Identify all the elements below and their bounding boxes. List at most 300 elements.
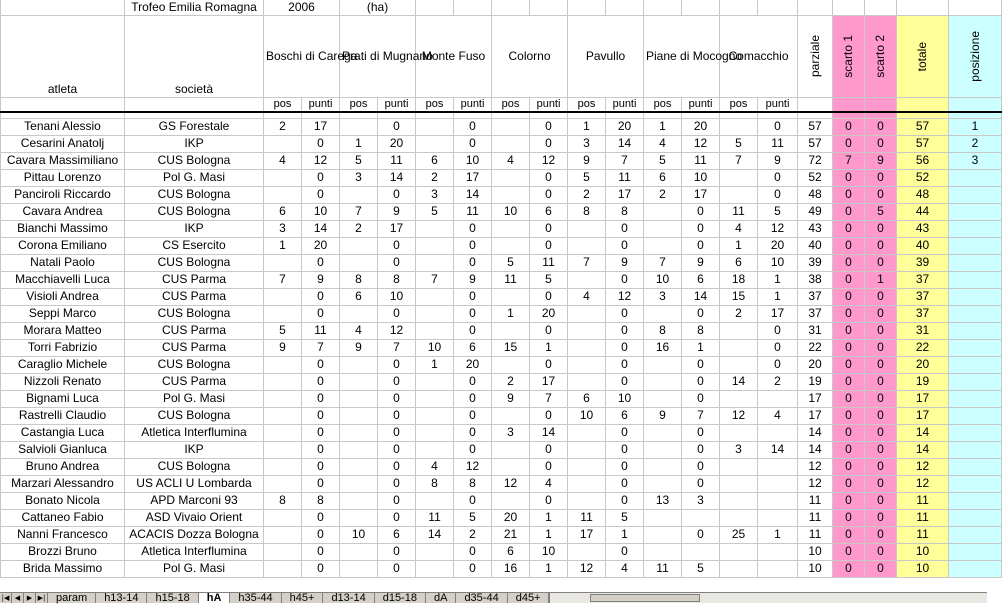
cell-pos[interactable]: 7 xyxy=(264,271,302,288)
cell-partial[interactable]: 57 xyxy=(798,118,833,135)
header-partial[interactable] xyxy=(798,16,833,98)
cell-pos[interactable]: 6 xyxy=(340,288,378,305)
cell-partial[interactable]: 11 xyxy=(798,492,833,509)
cell-points[interactable] xyxy=(758,424,798,441)
cell-total[interactable]: 11 xyxy=(897,526,949,543)
cell-discard-1[interactable]: 0 xyxy=(833,135,865,152)
cell-total[interactable]: 44 xyxy=(897,203,949,220)
cell-discard-1[interactable]: 0 xyxy=(833,475,865,492)
cell-pos[interactable] xyxy=(568,492,606,509)
cell-points[interactable]: 20 xyxy=(454,356,492,373)
cell-pos[interactable]: 21 xyxy=(492,526,530,543)
cell-pos[interactable]: 4 xyxy=(492,152,530,169)
cell-pos[interactable]: 7 xyxy=(340,203,378,220)
athlete-club[interactable]: CS Esercito xyxy=(125,237,264,254)
cell-empty[interactable] xyxy=(530,0,568,16)
cell-discard-2[interactable]: 0 xyxy=(865,339,897,356)
cell-pos[interactable] xyxy=(492,322,530,339)
cell-discard-1[interactable]: 0 xyxy=(833,271,865,288)
cell-points[interactable]: 17 xyxy=(378,220,416,237)
cell-pos[interactable]: 2 xyxy=(492,373,530,390)
cell-points[interactable]: 0 xyxy=(606,475,644,492)
cell-empty[interactable] xyxy=(682,0,720,16)
cell-pos[interactable] xyxy=(644,424,682,441)
cell-points[interactable]: 0 xyxy=(682,390,720,407)
cell-points[interactable]: 12 xyxy=(530,152,568,169)
cell-pos[interactable] xyxy=(720,458,758,475)
cell-pos[interactable] xyxy=(644,458,682,475)
cell-points[interactable]: 0 xyxy=(530,441,568,458)
cell-empty[interactable] xyxy=(949,98,1002,113)
cell-discard-2[interactable]: 0 xyxy=(865,407,897,424)
cell-pos[interactable]: 6 xyxy=(416,152,454,169)
athlete-name[interactable]: Seppi Marco xyxy=(1,305,125,322)
cell-pos[interactable] xyxy=(416,543,454,560)
cell-pos[interactable] xyxy=(416,220,454,237)
sheet-unit[interactable]: (ha) xyxy=(340,0,416,16)
cell-pos[interactable] xyxy=(644,305,682,322)
athlete-club[interactable]: CUS Parma xyxy=(125,288,264,305)
cell-pos[interactable]: 11 xyxy=(720,203,758,220)
cell-points[interactable] xyxy=(682,509,720,526)
athlete-name[interactable]: Cavara Andrea xyxy=(1,203,125,220)
cell-total[interactable]: 40 xyxy=(897,237,949,254)
cell-points[interactable]: 0 xyxy=(530,407,568,424)
athlete-name[interactable]: Natali Paolo xyxy=(1,254,125,271)
cell-points[interactable]: 0 xyxy=(378,118,416,135)
cell-points[interactable]: 5 xyxy=(454,509,492,526)
cell-pos[interactable]: 1 xyxy=(568,118,606,135)
cell-points[interactable]: 0 xyxy=(530,135,568,152)
cell-pos[interactable] xyxy=(568,237,606,254)
cell-points[interactable]: 1 xyxy=(606,526,644,543)
subheader-pos[interactable]: pos xyxy=(720,98,758,113)
cell-empty[interactable] xyxy=(758,0,798,16)
cell-points[interactable] xyxy=(682,543,720,560)
cell-discard-1[interactable]: 0 xyxy=(833,118,865,135)
cell-pos[interactable] xyxy=(416,492,454,509)
cell-points[interactable]: 14 xyxy=(302,220,340,237)
horizontal-scrollbar[interactable] xyxy=(549,593,987,603)
cell-points[interactable]: 14 xyxy=(758,441,798,458)
cell-position[interactable] xyxy=(949,441,1002,458)
cell-partial[interactable]: 10 xyxy=(798,543,833,560)
cell-points[interactable]: 0 xyxy=(454,441,492,458)
cell-pos[interactable] xyxy=(492,237,530,254)
cell-points[interactable]: 0 xyxy=(302,526,340,543)
cell-position[interactable] xyxy=(949,271,1002,288)
cell-pos[interactable]: 1 xyxy=(720,237,758,254)
cell-discard-2[interactable]: 1 xyxy=(865,271,897,288)
cell-points[interactable]: 6 xyxy=(530,203,568,220)
subheader-points[interactable]: punti xyxy=(530,98,568,113)
cell-pos[interactable]: 14 xyxy=(416,526,454,543)
cell-empty[interactable] xyxy=(568,0,606,16)
cell-points[interactable]: 4 xyxy=(530,475,568,492)
cell-points[interactable]: 0 xyxy=(682,458,720,475)
cell-discard-1[interactable]: 0 xyxy=(833,254,865,271)
cell-pos[interactable]: 9 xyxy=(568,152,606,169)
subheader-points[interactable]: punti xyxy=(682,98,720,113)
cell-pos[interactable] xyxy=(264,509,302,526)
cell-partial[interactable]: 37 xyxy=(798,305,833,322)
cell-pos[interactable] xyxy=(416,390,454,407)
cell-points[interactable]: 6 xyxy=(454,339,492,356)
cell-points[interactable]: 0 xyxy=(530,237,568,254)
cell-pos[interactable]: 16 xyxy=(644,339,682,356)
cell-points[interactable]: 9 xyxy=(454,271,492,288)
cell-discard-2[interactable]: 0 xyxy=(865,288,897,305)
prev-sheet-icon[interactable]: ◀ xyxy=(12,593,24,603)
cell-discard-2[interactable]: 0 xyxy=(865,526,897,543)
cell-pos[interactable] xyxy=(340,407,378,424)
athlete-name[interactable]: Macchiavelli Luca xyxy=(1,271,125,288)
cell-pos[interactable] xyxy=(720,475,758,492)
cell-pos[interactable]: 7 xyxy=(644,254,682,271)
cell-pos[interactable] xyxy=(644,509,682,526)
cell-pos[interactable] xyxy=(492,220,530,237)
cell-points[interactable]: 0 xyxy=(758,356,798,373)
cell-position[interactable]: 3 xyxy=(949,152,1002,169)
athlete-name[interactable]: Cavara Massimiliano xyxy=(1,152,125,169)
cell-empty[interactable] xyxy=(720,0,758,16)
cell-points[interactable]: 0 xyxy=(454,322,492,339)
cell-position[interactable] xyxy=(949,560,1002,577)
cell-points[interactable]: 10 xyxy=(302,203,340,220)
cell-points[interactable]: 20 xyxy=(378,135,416,152)
header-venue[interactable]: Pavullo xyxy=(568,16,644,98)
cell-points[interactable]: 0 xyxy=(606,424,644,441)
cell-discard-2[interactable]: 0 xyxy=(865,492,897,509)
cell-pos[interactable] xyxy=(416,135,454,152)
cell-points[interactable]: 0 xyxy=(378,356,416,373)
cell-points[interactable]: 11 xyxy=(530,254,568,271)
cell-points[interactable] xyxy=(758,475,798,492)
athlete-name[interactable]: Panciroli Riccardo xyxy=(1,186,125,203)
cell-pos[interactable] xyxy=(340,237,378,254)
cell-pos[interactable] xyxy=(416,254,454,271)
cell-partial[interactable]: 37 xyxy=(798,288,833,305)
cell-pos[interactable] xyxy=(340,186,378,203)
cell-points[interactable]: 0 xyxy=(682,373,720,390)
cell-points[interactable]: 0 xyxy=(682,305,720,322)
cell-points[interactable]: 3 xyxy=(682,492,720,509)
header-club[interactable]: società xyxy=(125,16,264,98)
cell-points[interactable]: 1 xyxy=(530,509,568,526)
cell-partial[interactable]: 11 xyxy=(798,509,833,526)
cell-pos[interactable] xyxy=(644,237,682,254)
cell-pos[interactable] xyxy=(340,560,378,577)
cell-position[interactable] xyxy=(949,203,1002,220)
cell-points[interactable]: 9 xyxy=(378,203,416,220)
cell-pos[interactable]: 5 xyxy=(644,152,682,169)
cell-pos[interactable]: 9 xyxy=(644,407,682,424)
athlete-name[interactable]: Cattaneo Fabio xyxy=(1,509,125,526)
cell-pos[interactable] xyxy=(568,373,606,390)
cell-points[interactable]: 1 xyxy=(530,560,568,577)
athlete-name[interactable]: Marzari Alessandro xyxy=(1,475,125,492)
cell-pos[interactable] xyxy=(264,458,302,475)
cell-partial[interactable]: 20 xyxy=(798,356,833,373)
cell-points[interactable]: 0 xyxy=(606,356,644,373)
cell-points[interactable]: 12 xyxy=(378,322,416,339)
cell-position[interactable] xyxy=(949,526,1002,543)
cell-points[interactable]: 1 xyxy=(530,339,568,356)
cell-pos[interactable] xyxy=(568,271,606,288)
cell-empty[interactable] xyxy=(897,0,949,16)
cell-discard-2[interactable]: 5 xyxy=(865,203,897,220)
athlete-club[interactable]: CUS Bologna xyxy=(125,305,264,322)
cell-position[interactable] xyxy=(949,458,1002,475)
cell-pos[interactable] xyxy=(340,356,378,373)
cell-points[interactable]: 4 xyxy=(606,560,644,577)
scrollbar-thumb[interactable] xyxy=(590,594,700,602)
cell-position[interactable]: 2 xyxy=(949,135,1002,152)
cell-points[interactable]: 7 xyxy=(530,390,568,407)
cell-points[interactable]: 0 xyxy=(454,305,492,322)
cell-empty[interactable] xyxy=(1,0,125,16)
cell-position[interactable] xyxy=(949,356,1002,373)
cell-pos[interactable] xyxy=(720,424,758,441)
cell-pos[interactable] xyxy=(568,322,606,339)
cell-pos[interactable] xyxy=(720,356,758,373)
cell-points[interactable]: 0 xyxy=(682,475,720,492)
cell-points[interactable]: 9 xyxy=(606,254,644,271)
cell-total[interactable]: 10 xyxy=(897,543,949,560)
cell-discard-2[interactable]: 0 xyxy=(865,373,897,390)
cell-empty[interactable] xyxy=(492,0,530,16)
cell-points[interactable]: 0 xyxy=(682,441,720,458)
cell-position[interactable]: 1 xyxy=(949,118,1002,135)
cell-points[interactable]: 9 xyxy=(302,271,340,288)
cell-empty[interactable] xyxy=(798,98,833,113)
cell-total[interactable]: 19 xyxy=(897,373,949,390)
cell-total[interactable]: 10 xyxy=(897,560,949,577)
subheader-points[interactable]: punti xyxy=(606,98,644,113)
cell-pos[interactable] xyxy=(416,424,454,441)
cell-empty[interactable] xyxy=(865,0,897,16)
cell-points[interactable]: 7 xyxy=(302,339,340,356)
athlete-club[interactable]: CUS Bologna xyxy=(125,254,264,271)
cell-points[interactable]: 17 xyxy=(682,186,720,203)
cell-points[interactable]: 1 xyxy=(758,288,798,305)
cell-pos[interactable]: 2 xyxy=(720,305,758,322)
cell-points[interactable]: 0 xyxy=(606,271,644,288)
cell-discard-2[interactable]: 0 xyxy=(865,509,897,526)
cell-pos[interactable] xyxy=(416,118,454,135)
cell-pos[interactable]: 9 xyxy=(492,390,530,407)
cell-pos[interactable]: 4 xyxy=(264,152,302,169)
cell-pos[interactable] xyxy=(416,373,454,390)
cell-partial[interactable]: 11 xyxy=(798,526,833,543)
cell-pos[interactable]: 14 xyxy=(720,373,758,390)
cell-discard-2[interactable]: 0 xyxy=(865,458,897,475)
cell-pos[interactable] xyxy=(492,356,530,373)
cell-points[interactable]: 0 xyxy=(454,424,492,441)
cell-points[interactable]: 14 xyxy=(454,186,492,203)
athlete-name[interactable]: Bruno Andrea xyxy=(1,458,125,475)
cell-pos[interactable] xyxy=(264,441,302,458)
subheader-pos[interactable]: pos xyxy=(264,98,302,113)
cell-points[interactable]: 0 xyxy=(378,509,416,526)
cell-points[interactable]: 0 xyxy=(302,356,340,373)
cell-total[interactable]: 12 xyxy=(897,475,949,492)
athlete-club[interactable]: CUS Parma xyxy=(125,271,264,288)
cell-points[interactable]: 0 xyxy=(302,424,340,441)
cell-pos[interactable] xyxy=(416,407,454,424)
cell-points[interactable]: 0 xyxy=(378,458,416,475)
cell-points[interactable]: 12 xyxy=(454,458,492,475)
cell-points[interactable]: 0 xyxy=(682,237,720,254)
cell-points[interactable]: 20 xyxy=(302,237,340,254)
cell-points[interactable]: 12 xyxy=(606,288,644,305)
cell-points[interactable]: 1 xyxy=(682,339,720,356)
cell-points[interactable]: 0 xyxy=(530,492,568,509)
cell-pos[interactable]: 2 xyxy=(340,220,378,237)
cell-points[interactable]: 10 xyxy=(378,288,416,305)
cell-points[interactable]: 1 xyxy=(530,526,568,543)
cell-pos[interactable] xyxy=(492,169,530,186)
cell-pos[interactable] xyxy=(340,373,378,390)
cell-pos[interactable] xyxy=(720,339,758,356)
sheet-tab-h15-18[interactable]: h15-18 xyxy=(147,593,198,603)
cell-discard-1[interactable]: 0 xyxy=(833,526,865,543)
cell-points[interactable]: 20 xyxy=(606,118,644,135)
cell-points[interactable]: 0 xyxy=(758,118,798,135)
athlete-name[interactable]: Nanni Francesco xyxy=(1,526,125,543)
cell-pos[interactable]: 1 xyxy=(340,135,378,152)
sheet-year[interactable]: 2006 xyxy=(264,0,340,16)
athlete-club[interactable]: CUS Bologna xyxy=(125,458,264,475)
athlete-club[interactable]: IKP xyxy=(125,220,264,237)
cell-points[interactable]: 17 xyxy=(530,373,568,390)
header-total[interactable] xyxy=(897,16,949,98)
cell-points[interactable]: 17 xyxy=(606,186,644,203)
cell-points[interactable]: 7 xyxy=(682,407,720,424)
athlete-club[interactable]: Pol G. Masi xyxy=(125,390,264,407)
cell-pos[interactable] xyxy=(492,407,530,424)
header-venue[interactable]: Piane di Mocogno xyxy=(644,16,720,98)
cell-total[interactable]: 57 xyxy=(897,135,949,152)
cell-pos[interactable] xyxy=(264,356,302,373)
cell-points[interactable]: 14 xyxy=(682,288,720,305)
cell-discard-1[interactable]: 0 xyxy=(833,186,865,203)
athlete-club[interactable]: IKP xyxy=(125,135,264,152)
cell-points[interactable]: 0 xyxy=(682,526,720,543)
cell-points[interactable]: 10 xyxy=(454,152,492,169)
cell-points[interactable]: 14 xyxy=(530,424,568,441)
cell-discard-2[interactable]: 0 xyxy=(865,560,897,577)
cell-points[interactable]: 0 xyxy=(682,203,720,220)
cell-pos[interactable]: 6 xyxy=(644,169,682,186)
cell-partial[interactable]: 72 xyxy=(798,152,833,169)
cell-empty[interactable] xyxy=(897,98,949,113)
cell-pos[interactable]: 17 xyxy=(568,526,606,543)
cell-points[interactable]: 0 xyxy=(378,492,416,509)
cell-pos[interactable] xyxy=(568,356,606,373)
cell-pos[interactable]: 12 xyxy=(720,407,758,424)
cell-pos[interactable]: 5 xyxy=(720,135,758,152)
athlete-club[interactable]: Pol G. Masi xyxy=(125,169,264,186)
cell-total[interactable]: 52 xyxy=(897,169,949,186)
header-venue[interactable]: Prati di Mugnano xyxy=(340,16,416,98)
cell-points[interactable]: 0 xyxy=(454,390,492,407)
cell-empty[interactable] xyxy=(125,98,264,113)
sheet-tab-param[interactable]: param xyxy=(48,593,96,603)
athlete-name[interactable]: Pittau Lorenzo xyxy=(1,169,125,186)
cell-points[interactable]: 0 xyxy=(454,492,492,509)
header-venue[interactable]: Comacchio xyxy=(720,16,798,98)
cell-discard-1[interactable]: 0 xyxy=(833,509,865,526)
cell-points[interactable]: 0 xyxy=(302,560,340,577)
athlete-club[interactable]: CUS Parma xyxy=(125,339,264,356)
cell-pos[interactable]: 1 xyxy=(492,305,530,322)
cell-position[interactable] xyxy=(949,339,1002,356)
cell-partial[interactable]: 12 xyxy=(798,458,833,475)
cell-pos[interactable] xyxy=(720,492,758,509)
athlete-club[interactable]: CUS Bologna xyxy=(125,152,264,169)
cell-position[interactable] xyxy=(949,237,1002,254)
cell-points[interactable]: 8 xyxy=(682,322,720,339)
cell-pos[interactable] xyxy=(644,390,682,407)
athlete-club[interactable]: APD Marconi 93 xyxy=(125,492,264,509)
cell-points[interactable] xyxy=(758,492,798,509)
cell-pos[interactable] xyxy=(264,475,302,492)
cell-discard-2[interactable]: 0 xyxy=(865,441,897,458)
cell-pos[interactable] xyxy=(416,288,454,305)
cell-pos[interactable]: 2 xyxy=(264,118,302,135)
cell-pos[interactable] xyxy=(720,169,758,186)
athlete-name[interactable]: Caraglio Michele xyxy=(1,356,125,373)
cell-discard-1[interactable]: 0 xyxy=(833,220,865,237)
cell-partial[interactable]: 10 xyxy=(798,560,833,577)
cell-pos[interactable]: 3 xyxy=(644,288,682,305)
cell-empty[interactable] xyxy=(1,98,125,113)
cell-total[interactable]: 11 xyxy=(897,509,949,526)
cell-points[interactable]: 1 xyxy=(758,271,798,288)
athlete-name[interactable]: Brida Massimo xyxy=(1,560,125,577)
cell-pos[interactable]: 15 xyxy=(720,288,758,305)
athlete-club[interactable]: IKP xyxy=(125,441,264,458)
cell-pos[interactable] xyxy=(264,543,302,560)
cell-points[interactable]: 10 xyxy=(682,169,720,186)
cell-pos[interactable] xyxy=(264,135,302,152)
cell-discard-1[interactable]: 0 xyxy=(833,543,865,560)
sheet-tab-h45+[interactable]: h45+ xyxy=(282,593,324,603)
cell-discard-2[interactable]: 0 xyxy=(865,220,897,237)
cell-pos[interactable] xyxy=(492,118,530,135)
cell-discard-1[interactable]: 0 xyxy=(833,169,865,186)
cell-total[interactable]: 37 xyxy=(897,271,949,288)
cell-pos[interactable] xyxy=(264,373,302,390)
athlete-club[interactable]: CUS Bologna xyxy=(125,203,264,220)
cell-pos[interactable]: 18 xyxy=(720,271,758,288)
cell-points[interactable]: 9 xyxy=(758,152,798,169)
cell-pos[interactable] xyxy=(720,322,758,339)
cell-points[interactable]: 0 xyxy=(606,237,644,254)
cell-partial[interactable]: 52 xyxy=(798,169,833,186)
cell-pos[interactable] xyxy=(568,475,606,492)
cell-points[interactable]: 6 xyxy=(378,526,416,543)
next-sheet-icon[interactable]: ▶ xyxy=(24,593,36,603)
cell-pos[interactable] xyxy=(644,373,682,390)
cell-pos[interactable] xyxy=(492,288,530,305)
cell-points[interactable]: 0 xyxy=(454,118,492,135)
cell-pos[interactable]: 7 xyxy=(568,254,606,271)
cell-points[interactable]: 0 xyxy=(606,305,644,322)
cell-pos[interactable]: 20 xyxy=(492,509,530,526)
cell-points[interactable]: 0 xyxy=(302,305,340,322)
